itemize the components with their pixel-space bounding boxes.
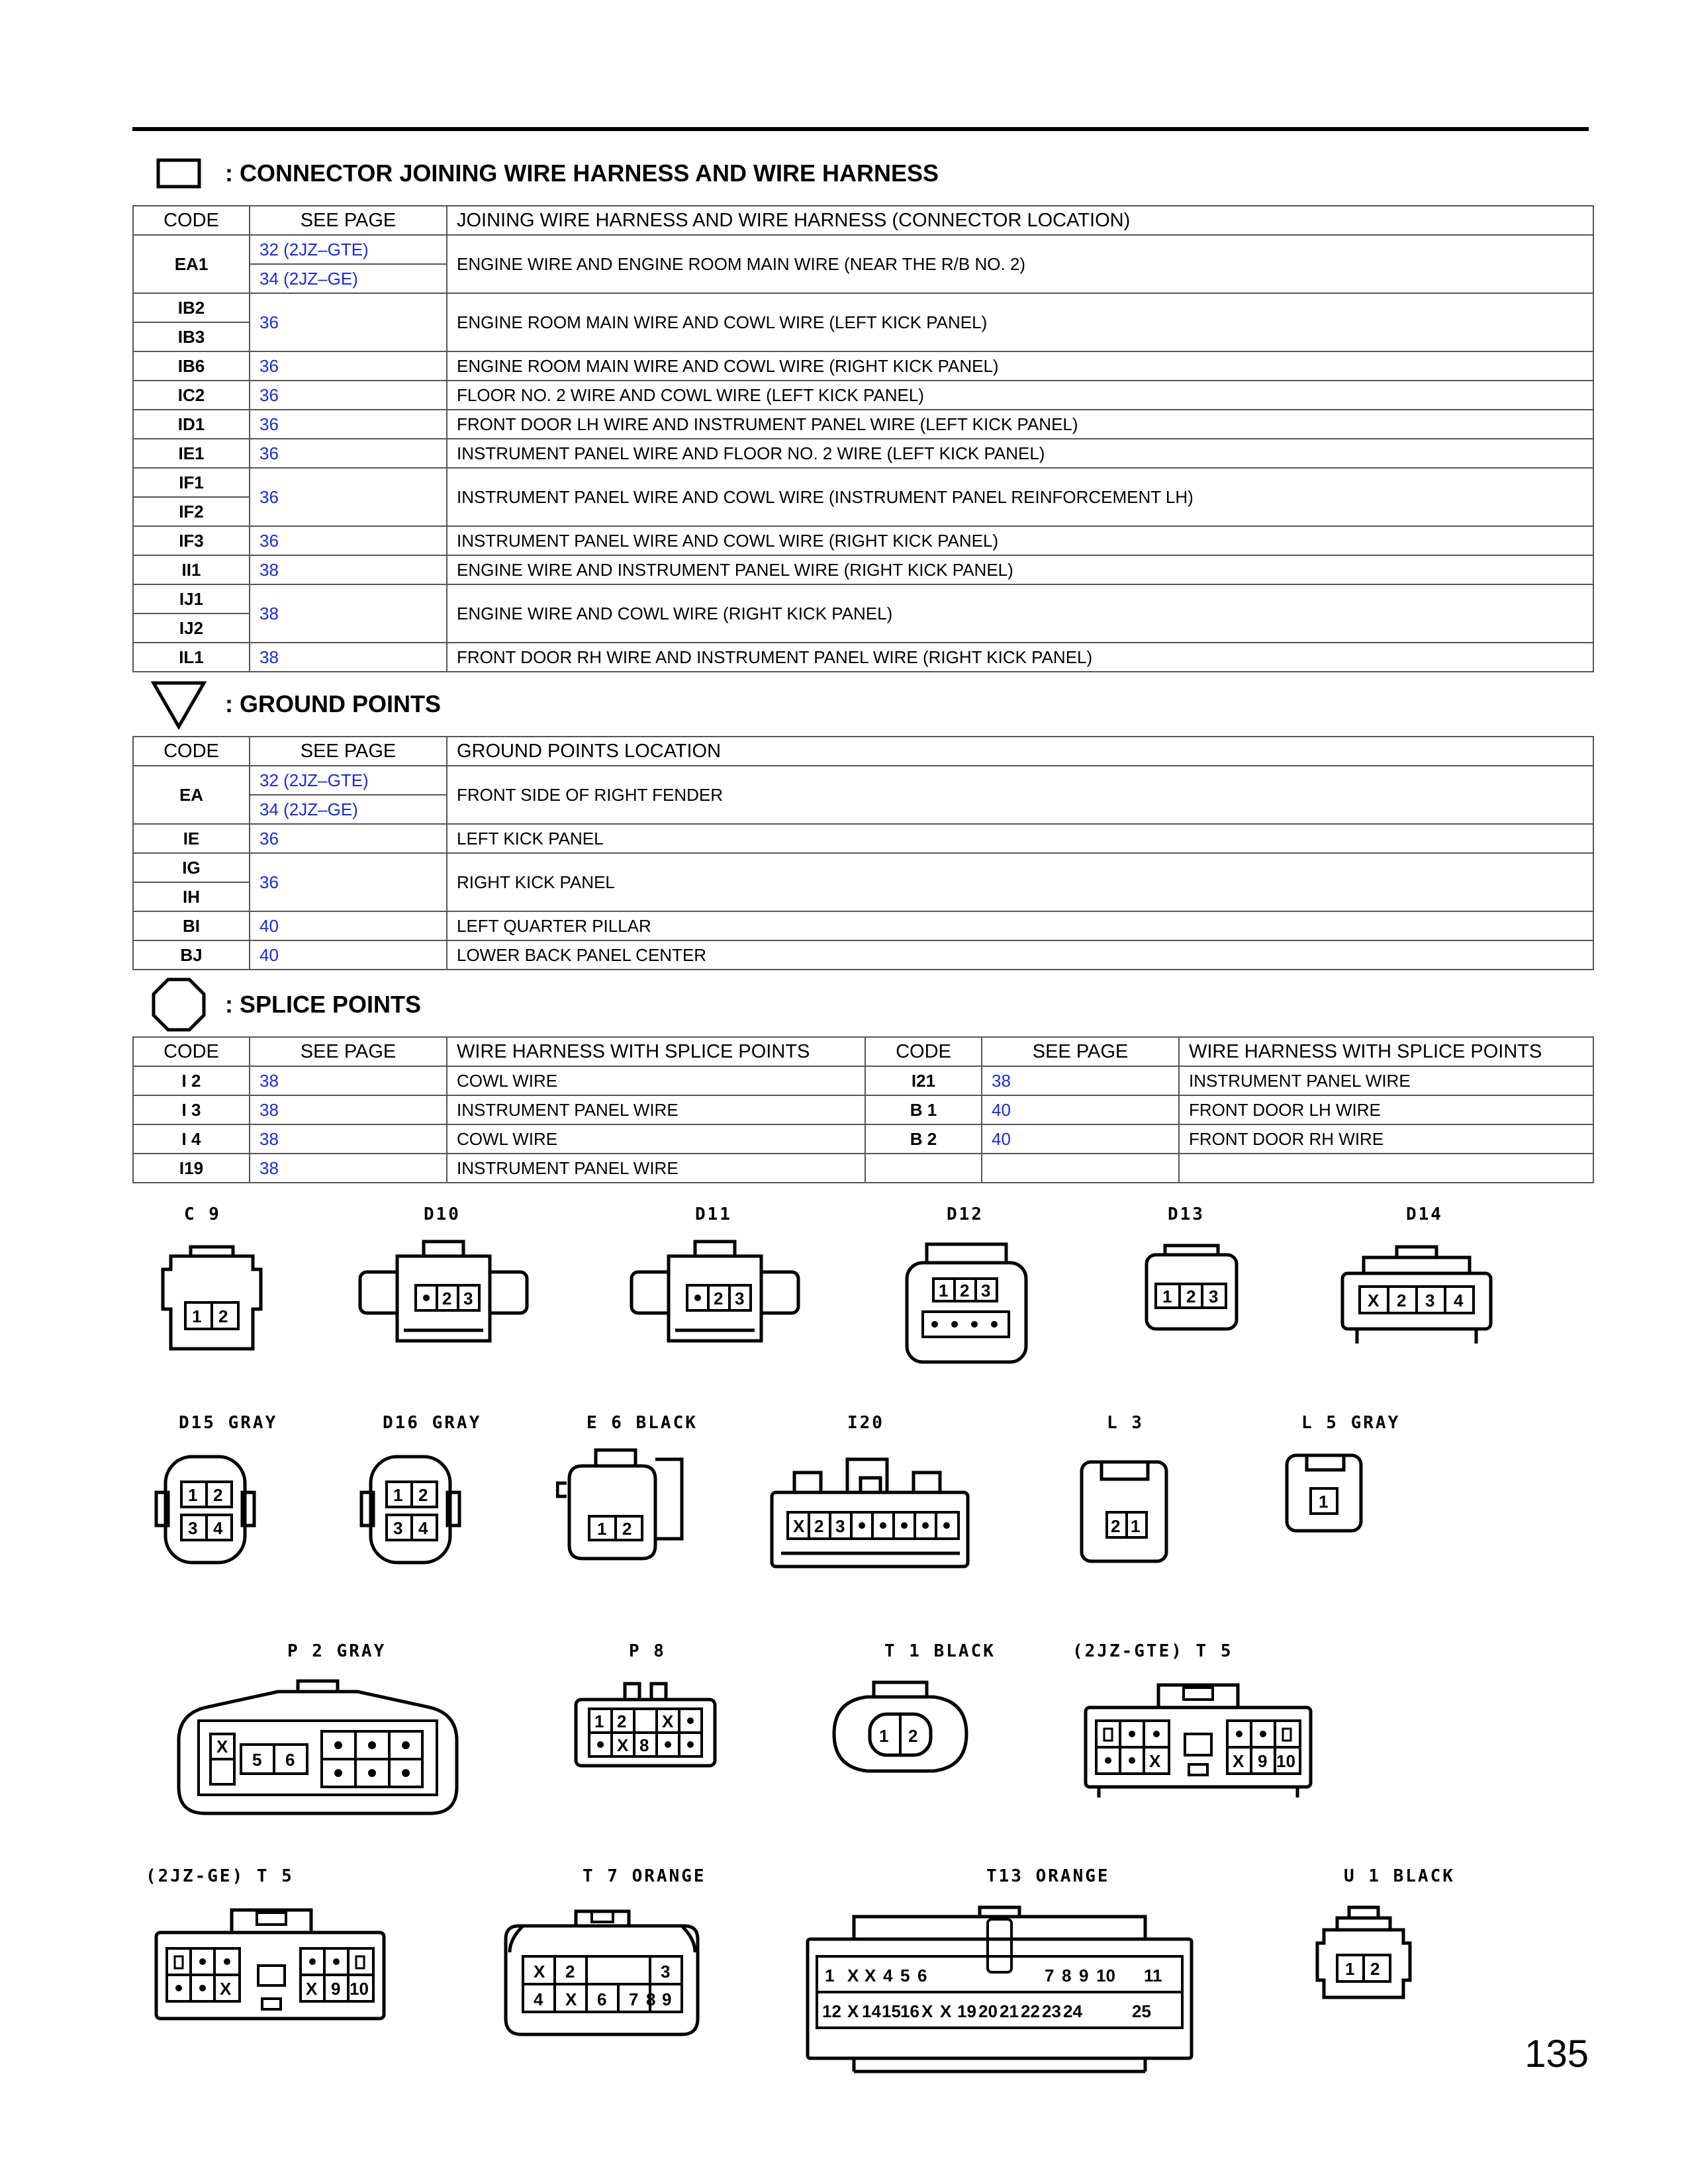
svg-text:1: 1 [1162, 1287, 1172, 1306]
code-cell: IJ2 [133, 614, 250, 643]
location-cell: FRONT DOOR LH WIRE AND INSTRUMENT PANEL WIRE (LEFT KICK PANEL) [447, 410, 1593, 439]
table-row [133, 584, 1593, 614]
svg-text:X: X [940, 2001, 952, 2021]
harness-cell: FRONT DOOR RH WIRE [1179, 1124, 1593, 1154]
see-page-link[interactable]: 36 [250, 410, 447, 439]
see-page-link[interactable]: 38 [250, 584, 447, 643]
code-cell: IF1 [133, 468, 250, 497]
see-page-link[interactable]: 40 [250, 940, 447, 970]
svg-text:X: X [847, 2001, 859, 2021]
svg-text:2: 2 [442, 1289, 452, 1308]
code-cell: II1 [133, 555, 250, 584]
location-cell: LEFT KICK PANEL [447, 824, 1593, 853]
svg-text:20: 20 [978, 2001, 998, 2021]
connector-p8-drawing [569, 1668, 722, 1787]
location-cell: LOWER BACK PANEL CENTER [447, 940, 1593, 970]
svg-text:X: X [1233, 1751, 1244, 1771]
connector-l5 [1278, 1413, 1410, 1585]
connector-label: I20 [847, 1413, 884, 1433]
table-row [133, 555, 1593, 584]
col-header-code: CODE [133, 737, 250, 766]
svg-text:X: X [1368, 1291, 1380, 1310]
connector-e6-drawing [556, 1439, 702, 1572]
ground-table [132, 736, 1594, 970]
see-page-link[interactable]: 36 [250, 824, 447, 853]
harness-cell: INSTRUMENT PANEL WIRE [447, 1095, 865, 1124]
harness-cell: COWL WIRE [447, 1124, 865, 1154]
triangle-icon [132, 672, 225, 736]
connector-t1-drawing [827, 1668, 973, 1794]
connector-label: E 6 BLACK [586, 1413, 698, 1433]
see-page-link[interactable]: 38 [250, 1154, 447, 1183]
see-page-link[interactable]: 36 [250, 293, 447, 351]
code-cell: I 3 [133, 1095, 250, 1124]
see-page-link[interactable]: 36 [250, 853, 447, 911]
svg-text:3: 3 [1425, 1291, 1435, 1310]
location-cell: RIGHT KICK PANEL [447, 853, 1593, 911]
table-row [133, 439, 1593, 468]
connector-label: L 5 GRAY [1301, 1413, 1401, 1433]
harness-cell: INSTRUMENT PANEL WIRE [1179, 1066, 1593, 1095]
see-page-link[interactable]: 34 (2JZ–GE) [250, 264, 447, 293]
col-header-code: CODE [133, 1037, 250, 1066]
svg-text:16: 16 [900, 2001, 919, 2021]
connector-t7-drawing [496, 1893, 708, 2045]
table-row [133, 643, 1593, 672]
table-row [133, 824, 1593, 853]
page-number: 135 [1524, 2032, 1589, 2075]
svg-text:14: 14 [862, 2001, 881, 2021]
svg-text:8: 8 [639, 1735, 649, 1755]
svg-text:3: 3 [735, 1289, 745, 1308]
code-cell: IE1 [133, 439, 250, 468]
connector-l3-drawing [1072, 1439, 1178, 1572]
svg-text:1: 1 [594, 1711, 604, 1731]
svg-text:X: X [306, 1979, 318, 1999]
svg-text:9: 9 [1079, 1966, 1089, 1985]
connector-i20 [768, 1413, 980, 1598]
svg-text:2: 2 [218, 1306, 228, 1326]
svg-text:X: X [216, 1737, 228, 1756]
svg-text:6: 6 [285, 1750, 295, 1770]
svg-text:4: 4 [418, 1518, 428, 1538]
see-page-link[interactable]: 34 (2JZ–GE) [250, 795, 447, 824]
connector-l5-drawing [1278, 1439, 1370, 1539]
table-row [133, 468, 1593, 497]
svg-text:10: 10 [350, 1979, 369, 1999]
harness-cell: INSTRUMENT PANEL WIRE [447, 1154, 865, 1183]
svg-text:5: 5 [252, 1750, 262, 1770]
harness-section-header [132, 142, 1594, 205]
table-row [133, 381, 1593, 410]
svg-text:4: 4 [883, 1966, 893, 1985]
svg-text:1: 1 [939, 1281, 949, 1300]
splice-table [132, 1036, 1594, 1183]
connector-label: D15 GRAY [179, 1413, 278, 1433]
svg-text:21: 21 [1000, 2001, 1019, 2021]
section-title: : GROUND POINTS [225, 690, 442, 717]
svg-text:1: 1 [1319, 1492, 1329, 1512]
svg-text:8: 8 [646, 1989, 656, 2009]
code-cell: I 2 [133, 1066, 250, 1095]
table-row [133, 1095, 1593, 1124]
svg-text:9: 9 [662, 1989, 672, 2009]
svg-text:2: 2 [908, 1726, 918, 1746]
location-cell: INSTRUMENT PANEL WIRE AND COWL WIRE (INSTRUMENT PANEL REINFORCEMENT LH) [447, 468, 1593, 526]
splice-section-header [132, 973, 1594, 1036]
svg-text:22: 22 [1021, 2001, 1040, 2021]
svg-text:X: X [921, 2001, 933, 2021]
connector-c9-drawing [146, 1231, 278, 1363]
connector-t5-ge [146, 1866, 410, 2052]
code-cell: IB2 [133, 293, 250, 322]
table-row [133, 766, 1593, 795]
connector-d15-drawing [146, 1439, 278, 1572]
connector-d16-drawing [351, 1439, 483, 1572]
svg-text:2: 2 [1370, 1959, 1380, 1979]
connector-label: D16 GRAY [383, 1413, 482, 1433]
location-cell: INSTRUMENT PANEL WIRE AND COWL WIRE (RIGHT KICK PANEL) [447, 526, 1593, 555]
svg-text:X: X [534, 1962, 545, 1981]
svg-text:2: 2 [1186, 1287, 1196, 1306]
location-cell: FRONT SIDE OF RIGHT FENDER [447, 766, 1593, 824]
connector-t5-gte-drawing [1072, 1668, 1324, 1800]
code-cell: I21 [865, 1066, 982, 1095]
svg-text:X: X [662, 1711, 674, 1731]
svg-text:7: 7 [1045, 1966, 1055, 1985]
table-row [133, 526, 1593, 555]
svg-text:3: 3 [393, 1518, 403, 1538]
table-row [133, 410, 1593, 439]
connector-d15 [146, 1413, 278, 1585]
svg-text:1: 1 [192, 1306, 202, 1326]
svg-text:1: 1 [1345, 1959, 1355, 1979]
connector-d12 [900, 1205, 1033, 1377]
location-cell: ENGINE ROOM MAIN WIRE AND COWL WIRE (RIGHT KICK PANEL) [447, 351, 1593, 381]
see-page-link[interactable]: 38 [982, 1066, 1179, 1095]
code-cell: IE [133, 824, 250, 853]
connector-t5-ge-drawing [146, 1893, 397, 2032]
svg-text:1: 1 [1131, 1516, 1141, 1536]
code-cell: IH [133, 882, 250, 911]
connector-t13 [801, 1866, 1211, 2078]
col-header-see-page-2: SEE PAGE [982, 1037, 1179, 1066]
table-row [133, 1154, 1593, 1183]
code-cell: ID1 [133, 410, 250, 439]
col-header-location: JOINING WIRE HARNESS AND WIRE HARNESS (CONNECTOR LOCATION) [447, 206, 1593, 235]
table-row [133, 940, 1593, 970]
code-cell: IC2 [133, 381, 250, 410]
connector-u1-drawing [1311, 1893, 1417, 2019]
svg-text:2: 2 [622, 1519, 632, 1539]
connector-label: L 3 [1107, 1413, 1144, 1433]
col-header-see-page: SEE PAGE [250, 1037, 447, 1066]
see-page-link[interactable]: 32 (2JZ–GTE) [250, 766, 447, 795]
svg-text:2: 2 [617, 1711, 627, 1731]
connector-label: T 7 ORANGE [583, 1866, 706, 1886]
connector-d14-drawing [1337, 1231, 1496, 1357]
see-page-link[interactable]: 40 [982, 1095, 1179, 1124]
connector-d10-drawing [357, 1231, 530, 1363]
svg-text:2: 2 [960, 1281, 970, 1300]
col-header-code-2: CODE [865, 1037, 982, 1066]
svg-text:2: 2 [418, 1485, 428, 1505]
svg-text:11: 11 [1144, 1966, 1162, 1985]
svg-text:4: 4 [534, 1989, 543, 2009]
see-page-link[interactable]: 36 [250, 468, 447, 526]
svg-text:X: X [565, 1989, 577, 2009]
svg-text:3: 3 [188, 1518, 198, 1538]
location-cell: ENGINE WIRE AND ENGINE ROOM MAIN WIRE (NEAR THE R/B NO. 2) [447, 235, 1593, 293]
table-row [133, 293, 1593, 322]
connector-d11 [629, 1205, 801, 1363]
svg-text:23: 23 [1042, 2001, 1061, 2021]
code-cell: IG [133, 853, 250, 882]
connector-d16 [351, 1413, 483, 1585]
svg-text:2: 2 [213, 1485, 223, 1505]
svg-text:10: 10 [1096, 1966, 1115, 1985]
see-page-link[interactable]: 38 [250, 1095, 447, 1124]
svg-text:X: X [617, 1735, 629, 1755]
table-row [133, 911, 1593, 940]
see-page-link[interactable]: 40 [982, 1124, 1179, 1154]
svg-text:25: 25 [1132, 2001, 1151, 2021]
connector-label: T13 ORANGE [986, 1866, 1110, 1886]
code-cell: IF2 [133, 497, 250, 526]
svg-text:1: 1 [825, 1966, 835, 1985]
code-cell: I 4 [133, 1124, 250, 1154]
harness-cell [1179, 1154, 1593, 1183]
see-page-link[interactable]: 36 [250, 381, 447, 410]
location-cell: ENGINE WIRE AND INSTRUMENT PANEL WIRE (RIGHT KICK PANEL) [447, 555, 1593, 584]
connector-e6 [556, 1413, 708, 1585]
svg-text:1: 1 [188, 1485, 198, 1505]
see-page-link[interactable]: 38 [250, 555, 447, 584]
svg-text:24: 24 [1063, 2001, 1082, 2021]
connector-label: D14 [1406, 1205, 1443, 1224]
table-row [133, 1124, 1593, 1154]
rectangle-icon [132, 142, 225, 205]
section-title: : SPLICE POINTS [225, 991, 422, 1018]
connector-d10 [357, 1205, 530, 1363]
ground-section [132, 672, 1594, 970]
svg-text:2: 2 [814, 1516, 824, 1536]
code-cell: I19 [133, 1154, 250, 1183]
see-page-link[interactable]: 36 [250, 351, 447, 381]
connector-d14 [1337, 1205, 1496, 1363]
col-header-code: CODE [133, 206, 250, 235]
svg-text:3: 3 [463, 1289, 473, 1308]
connector-p2 [172, 1641, 463, 1840]
connector-c9 [146, 1205, 278, 1363]
location-cell: ENGINE WIRE AND COWL WIRE (RIGHT KICK PANEL) [447, 584, 1593, 643]
location-cell: FRONT DOOR RH WIRE AND INSTRUMENT PANEL WIRE (RIGHT KICK PANEL) [447, 643, 1593, 672]
svg-text:1: 1 [597, 1519, 607, 1539]
harness-cell: FRONT DOOR LH WIRE [1179, 1095, 1593, 1124]
svg-text:10: 10 [1276, 1751, 1295, 1771]
octagon-icon [132, 973, 225, 1036]
svg-text:15: 15 [882, 2001, 901, 2021]
svg-text:3: 3 [835, 1516, 845, 1536]
connector-label: C 9 [184, 1205, 221, 1224]
svg-text:4: 4 [213, 1518, 223, 1538]
code-cell: B 1 [865, 1095, 982, 1124]
connector-t13-drawing [801, 1893, 1198, 2078]
svg-text:2: 2 [1397, 1291, 1407, 1310]
svg-text:5: 5 [900, 1966, 910, 1985]
col-header-harness-2: WIRE HARNESS WITH SPLICE POINTS [1179, 1037, 1593, 1066]
code-cell: BJ [133, 940, 250, 970]
svg-text:X: X [865, 1966, 876, 1985]
connector-d13 [1139, 1205, 1244, 1363]
code-cell: BI [133, 911, 250, 940]
svg-text:2: 2 [565, 1962, 575, 1981]
svg-text:X: X [793, 1516, 805, 1536]
code-cell: EA [133, 766, 250, 824]
ground-section-header [132, 672, 1594, 736]
svg-text:7: 7 [629, 1989, 639, 2009]
see-page-link[interactable]: 40 [250, 911, 447, 940]
code-cell: B 2 [865, 1124, 982, 1154]
connector-p8 [569, 1641, 722, 1813]
svg-text:6: 6 [917, 1966, 927, 1985]
svg-text:8: 8 [1062, 1966, 1072, 1985]
connector-label: D11 [695, 1205, 732, 1224]
harness-cell: COWL WIRE [447, 1066, 865, 1095]
code-cell [865, 1154, 982, 1183]
connector-t5-gte [1072, 1641, 1337, 1813]
location-cell: FLOOR NO. 2 WIRE AND COWL WIRE (LEFT KICK PANEL) [447, 381, 1593, 410]
connector-label: U 1 BLACK [1344, 1866, 1455, 1886]
splice-section [132, 973, 1594, 1183]
connector-u1 [1311, 1866, 1470, 2038]
connector-label: D13 [1168, 1205, 1205, 1224]
connector-label: (2JZ-GE) T 5 [146, 1866, 294, 1886]
location-cell: ENGINE ROOM MAIN WIRE AND COWL WIRE (LEFT KICK PANEL) [447, 293, 1593, 351]
connector-t7 [496, 1866, 722, 2052]
code-cell: IJ1 [133, 584, 250, 614]
connector-d12-drawing [900, 1231, 1033, 1370]
col-header-location: GROUND POINTS LOCATION [447, 737, 1593, 766]
location-cell: INSTRUMENT PANEL WIRE AND FLOOR NO. 2 WIRE (LEFT KICK PANEL) [447, 439, 1593, 468]
location-cell: LEFT QUARTER PILLAR [447, 911, 1593, 940]
svg-text:9: 9 [1258, 1751, 1268, 1771]
svg-text:4: 4 [1454, 1291, 1464, 1310]
connector-label: D12 [947, 1205, 984, 1224]
svg-text:12: 12 [822, 2001, 841, 2021]
svg-text:2: 2 [714, 1289, 724, 1308]
connector-label: P 8 [629, 1641, 666, 1661]
svg-text:3: 3 [981, 1281, 991, 1300]
code-cell: EA1 [133, 235, 250, 293]
see-page-link[interactable]: 36 [250, 439, 447, 468]
code-cell: IB6 [133, 351, 250, 381]
svg-text:3: 3 [661, 1962, 671, 1981]
connector-d11-drawing [629, 1231, 801, 1363]
table-row [133, 853, 1593, 882]
connector-label: D10 [424, 1205, 461, 1224]
table-row [133, 351, 1593, 381]
col-header-see-page: SEE PAGE [250, 737, 447, 766]
svg-text:X: X [220, 1979, 232, 1999]
svg-text:2: 2 [1111, 1516, 1121, 1536]
svg-text:X: X [847, 1966, 859, 1985]
col-header-harness: WIRE HARNESS WITH SPLICE POINTS [447, 1037, 865, 1066]
table-row [133, 235, 1593, 264]
harness-table [132, 205, 1594, 672]
see-page-link[interactable]: 38 [250, 643, 447, 672]
table-row [133, 1066, 1593, 1095]
see-page-link[interactable] [982, 1154, 1179, 1183]
connector-label: T 1 BLACK [884, 1641, 996, 1661]
svg-text:9: 9 [331, 1979, 341, 1999]
svg-text:3: 3 [1209, 1287, 1219, 1306]
connector-t1 [827, 1641, 1026, 1813]
svg-text:X: X [1149, 1751, 1161, 1771]
connector-label: P 2 GRAY [287, 1641, 387, 1661]
code-cell: IB3 [133, 322, 250, 351]
connector-i20-drawing [768, 1439, 980, 1585]
svg-text:19: 19 [957, 2001, 976, 2021]
connector-label: (2JZ-GTE) T 5 [1072, 1641, 1233, 1661]
see-page-link[interactable]: 38 [250, 1066, 447, 1095]
code-cell: IF3 [133, 526, 250, 555]
col-header-see-page: SEE PAGE [250, 206, 447, 235]
see-page-link[interactable]: 36 [250, 526, 447, 555]
svg-text:6: 6 [597, 1989, 607, 2009]
connector-p2-drawing [172, 1668, 463, 1833]
svg-text:1: 1 [393, 1485, 403, 1505]
section-title: : CONNECTOR JOINING WIRE HARNESS AND WIRE HARNESS [225, 159, 939, 187]
top-rule [132, 127, 1589, 131]
code-cell: IL1 [133, 643, 250, 672]
see-page-link[interactable]: 32 (2JZ–GTE) [250, 235, 447, 264]
connector-d13-drawing [1139, 1231, 1244, 1343]
svg-text:1: 1 [879, 1726, 889, 1746]
harness-section [132, 142, 1594, 672]
see-page-link[interactable]: 38 [250, 1124, 447, 1154]
